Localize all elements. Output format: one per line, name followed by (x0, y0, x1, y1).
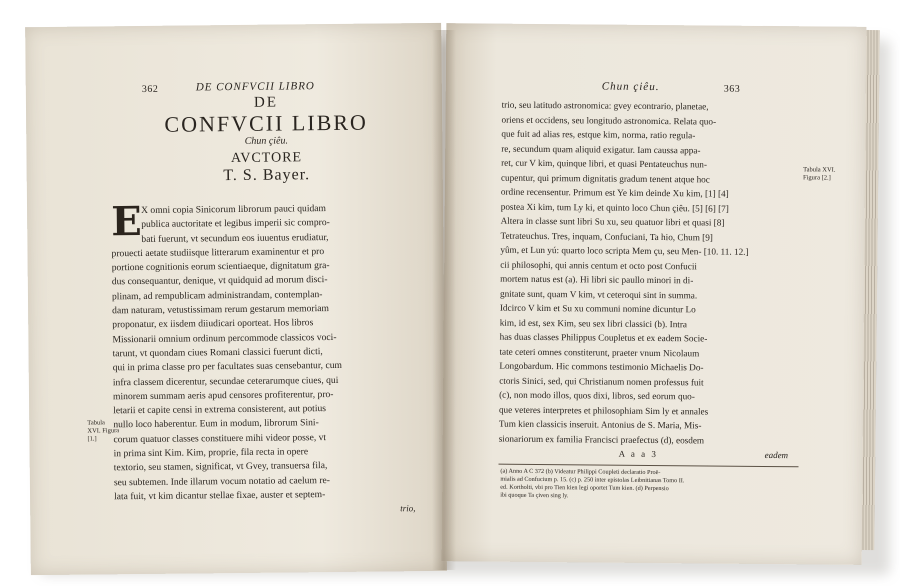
right-margin-note: Tabula XVI. Figura [2.] (802, 166, 836, 182)
drop-cap: E (110, 197, 142, 246)
left-catchword: trio, (400, 503, 416, 514)
text-line: Tum kien classicis inseruit. Antonius de S. Maria, Mis- (498, 418, 702, 431)
title-sub: Chun çiêu. (244, 135, 289, 147)
right-running-head: Chun çiêu. (601, 80, 660, 94)
book-gutter (432, 30, 456, 570)
text-line: X omni copia Sinicorum librorum pauci quidam (141, 203, 327, 216)
text-line: cupentur, qui primum dignitatis gradum tenent atque hoc (500, 172, 710, 184)
text-line: que veteres interpretes et philosophiam Sim ly et annales (498, 404, 709, 416)
text-line: qui in prima classe pro per facultates suas censebantur, cum (112, 360, 343, 374)
text-line: kim, id est, sex Kim, seu sex libri classici (b). Intra (499, 317, 688, 329)
left-margin-note: Tabula XVI. Figura [1.] (87, 419, 120, 443)
right-body-text (499, 98, 802, 449)
text-line: infra classem dicerentur, secundae ceterarumque ciues, qui (112, 374, 339, 388)
title-de: DE (253, 94, 279, 111)
text-line: dus consequantur, denique, vt quidquid ad morum disci- (111, 274, 328, 288)
text-line: ret, cur V kim, quinque libri, et quasi Pentateuchus nun- (501, 157, 708, 170)
footnote-rule (499, 464, 799, 468)
author-name: T. S. Bayer. (223, 166, 311, 185)
text-line: dam naturam, vetustissimam rerum gestarum memoriam (112, 303, 330, 317)
text-line: Longobardum. Hic commons testimonio Michaelis Do- (499, 360, 704, 373)
text-line: oriens et occidens, seu longitudo astronomica. Relata quo- (501, 114, 717, 127)
text-line: Idcirco V kim et Su xu communi nomine dicuntur Lo (499, 302, 696, 315)
text-line: Tetrateuchus. Tres, inquam, Confuciani, Ta hio, Chum [9] (500, 230, 713, 243)
auctore-label: AVCTORE (230, 150, 303, 167)
left-running-head: DE CONFVCII LIBRO (195, 80, 315, 94)
text-line: trio, seu latitudo astronomica: gvey econtrario, planetae, (501, 99, 709, 112)
right-page-number: 363 (723, 83, 741, 95)
left-page (25, 23, 447, 575)
footnote-line: mialis ad Confucium p. 15. (c) p. 250 inter epistolas Leibnitianas Tomo II. (500, 475, 685, 485)
text-line: seu subtemen. Inde illarum vocum notatio ad caelum re- (113, 474, 331, 488)
text-line: bati fuerunt, vt secundum eos iuuentus erudiatur, (141, 231, 329, 245)
text-line: plinam, ad rempublicam administrandam, contemplan- (111, 288, 323, 303)
signature-mark: A a a 3 (618, 448, 658, 460)
text-line: tarunt, vt quondam ciues Romani classici fuerunt dicti, (112, 346, 323, 360)
text-line: corum quatuor classes constituere mihi videor posse, vt (113, 431, 327, 446)
text-line: textorio, seu stamen, significat, vt Gvey, transuersa fila, (113, 460, 328, 474)
title-main: CONFVCII LIBRO (164, 109, 368, 137)
text-line: in prima sint Kim. Kim, proprie, fila recta in opere (113, 446, 309, 460)
footnote-line: ibi quoque Ta çiven sing ly. (500, 491, 569, 500)
text-line: postea Xi kim, tum Ly ki, et quinto loco Chun çiêu. [5] [6] [7] (500, 201, 729, 214)
text-line: ordine recensentur. Primum est Ye kim deinde Xu kim, [1] [4] (500, 186, 729, 199)
text-line: ctoris Sinici, sed, qui Christianum nomen professus fuit (499, 375, 704, 387)
text-line: que fuit ad alias res, estque kim, norma, ratio regula- (501, 128, 696, 141)
text-line: sionariorum ex familia Francisci praefectus (d), eosdem (498, 433, 705, 445)
right-catchword: eadem (764, 449, 789, 461)
text-line: gnitate sunt, quam V kim, vt ceteroqui sint in summa. (499, 288, 698, 300)
right-page (442, 23, 867, 565)
text-line: prouecti aetate studiisque litterarum examinentur et pro (111, 245, 325, 260)
text-line: letarii et capite censi in extrema consisterent, aut potius (113, 403, 327, 417)
footnote-line: ed. Kortholti, vbi pro Tien kien legi oportet Tum kien. (d) Perpensio (500, 483, 669, 493)
text-line: portione cognitionis eorum scientiaeque, dignitatum gra- (111, 260, 330, 274)
text-line: cii philosophi, qui annis centum et octo post Confucii (500, 259, 698, 271)
text-line: Altera in classe sunt libri Su xu, seu quatuor libri et quasi [8] (500, 215, 725, 228)
text-line: mortem natus est (a). Hi libri sic paullo minori in di- (500, 273, 694, 286)
footnote-line: (a) Anno A C 372 (b) Videatur Philippi Coupleti declaratio Proë- (500, 467, 661, 477)
footnotes (500, 468, 798, 503)
left-body-text (110, 197, 418, 504)
text-line: publica auctoritate et legibus imperii sic compro- (141, 217, 330, 231)
text-line: proponatur, ex iisdem diiudicari oporteat. Hos libros (112, 317, 314, 331)
text-line: lata fuit, vt kim dicantur stellae fixae, auster et septem- (114, 489, 326, 503)
text-line: tate ceteri omnes constiterunt, praeter vnum Nicolaum (499, 346, 700, 358)
text-line: has duas classes Philippus Coupletus et ex eadem Socie- (499, 331, 708, 344)
left-page-number: 362 (141, 83, 159, 95)
text-line: yûm, et Lun yú: quarto loco scripta Mem çu, seu Men- [10. 11. 12.] (500, 244, 749, 257)
text-line: minorem summam aeris apud censores profiterentur, pro- (112, 388, 334, 403)
text-line: re, secundum quam aliquid exigatur. Iam caussa appa- (501, 143, 701, 155)
text-line: (c), non modo illos, quos dixi, libros, sed eorum quo- (499, 389, 695, 402)
text-line: nullo loco haberentur. Eum in modum, librorum Sini- (113, 417, 319, 431)
title-block (145, 23, 387, 186)
text-line: Missionarii omnium ordinum percommode classicos voci- (112, 331, 337, 345)
